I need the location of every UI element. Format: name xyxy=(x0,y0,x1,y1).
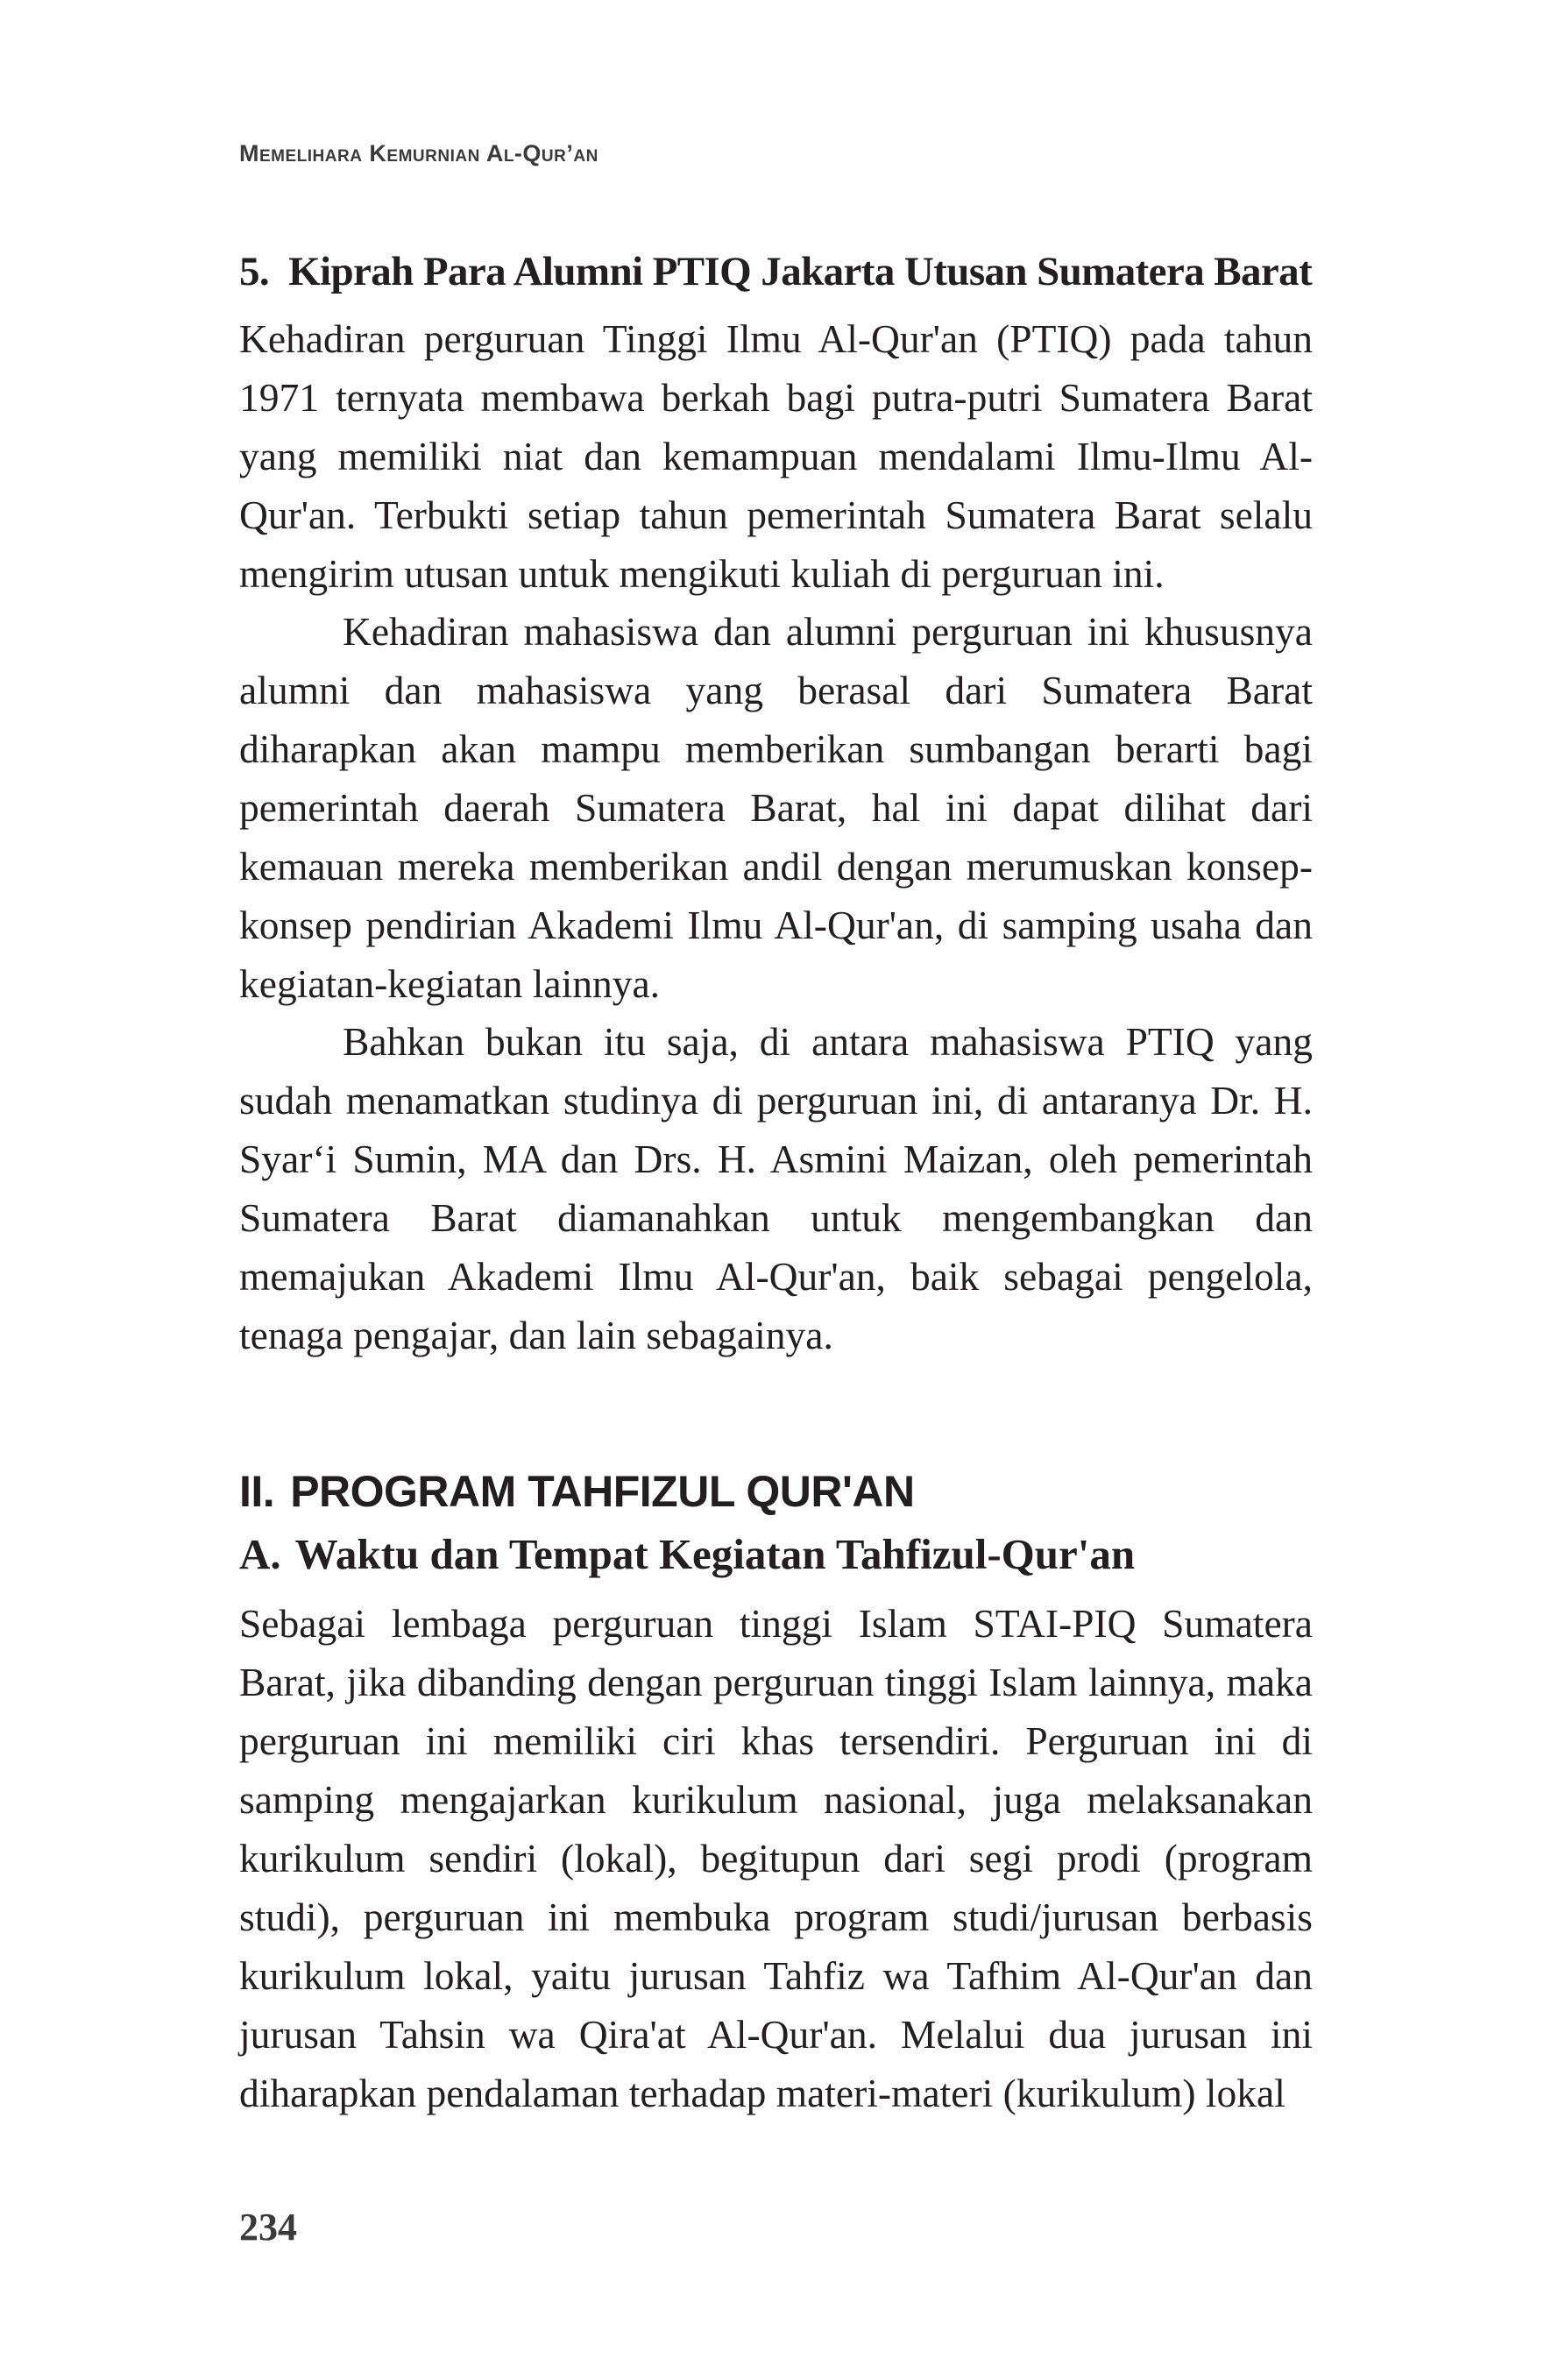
section-5-paragraph-2: Kehadiran mahasiswa dan alumni perguruan ini khususnya alumni dan mahasiswa yang berasal dari Sumatera Barat diharapkan akan mampu memberikan sumbangan berarti bagi pemerintah daerah Sumatera Barat, hal ini dapat dilihat dari kemauan mereka memberikan andil dengan merumuskan konsep-konsep pendirian Akademi Ilmu Al-Qur'an, di samping usaha dan kegiatan-kegiatan lainnya. xyxy=(239,609,1313,1006)
subsection-a-number: A. xyxy=(239,1530,281,1578)
section-5-number: 5. xyxy=(239,249,270,294)
subsection-a-paragraph: Sebagai lembaga perguruan tinggi Islam STAI-PIQ Sumatera Barat, jika dibanding dengan perguruan tinggi Islam lainnya, maka perguruan ini memiliki ciri khas tersendiri. Perguruan ini di samping mengajarkan kurikulum nasional, juga melaksanakan kurikulum sendiri (lokal), begitupun dari segi prodi (program studi), perguruan ini membuka program studi/jurusan berbasis kurikulum lokal, yaitu jurusan Tahfiz wa Tafhim Al-Qur'an dan jurusan Tahsin wa Qira'at Al-Qur'an. Melalui dua jurusan ini diharapkan pendalaman terhadap materi-materi (kurikulum) lokal xyxy=(239,1601,1313,2115)
subsection-a-title: Waktu dan Tempat Kegiatan Tahfizul-Qur'an xyxy=(294,1530,1136,1578)
section-5-heading xyxy=(239,248,1312,295)
chapter-heading xyxy=(239,1466,915,1517)
subsection-a-heading xyxy=(239,1529,1135,1579)
chapter-number: II. xyxy=(239,1467,275,1516)
section-5-paragraph-3: Bahkan bukan itu saja, di antara mahasiswa PTIQ yang sudah menamatkan studinya di perguruan ini, di antaranya Dr. H. Syar‘i Sumin, MA dan Drs. H. Asmini Maizan, oleh pemerintah Sumatera Barat diamanahkan untuk mengembangkan dan memajukan Akademi Ilmu Al-Qur'an, baik sebagai pengelola, tenaga pengajar, dan lain sebagainya. xyxy=(239,1019,1313,1357)
chapter-title: PROGRAM TAHFIZUL QUR'AN xyxy=(290,1467,915,1516)
section-5-title: Kiprah Para Alumni PTIQ Jakarta Utusan Sumatera Barat xyxy=(288,249,1313,294)
running-head: Memelihara Kemurnian Al-Qur’an xyxy=(239,140,598,166)
page-number: 234 xyxy=(239,2206,297,2249)
section-5-paragraph-1: Kehadiran perguruan Tinggi Ilmu Al-Qur'an (PTIQ) pada tahun 1971 ternyata membawa berkah bagi putra-putri Sumatera Barat yang memiliki niat dan kemampuan mendalami Ilmu-Ilmu Al-Qur'an. Terbukti setiap tahun pemerintah Sumatera Barat selalu mengirim utusan untuk mengikuti kuliah di perguruan ini. xyxy=(239,316,1313,596)
